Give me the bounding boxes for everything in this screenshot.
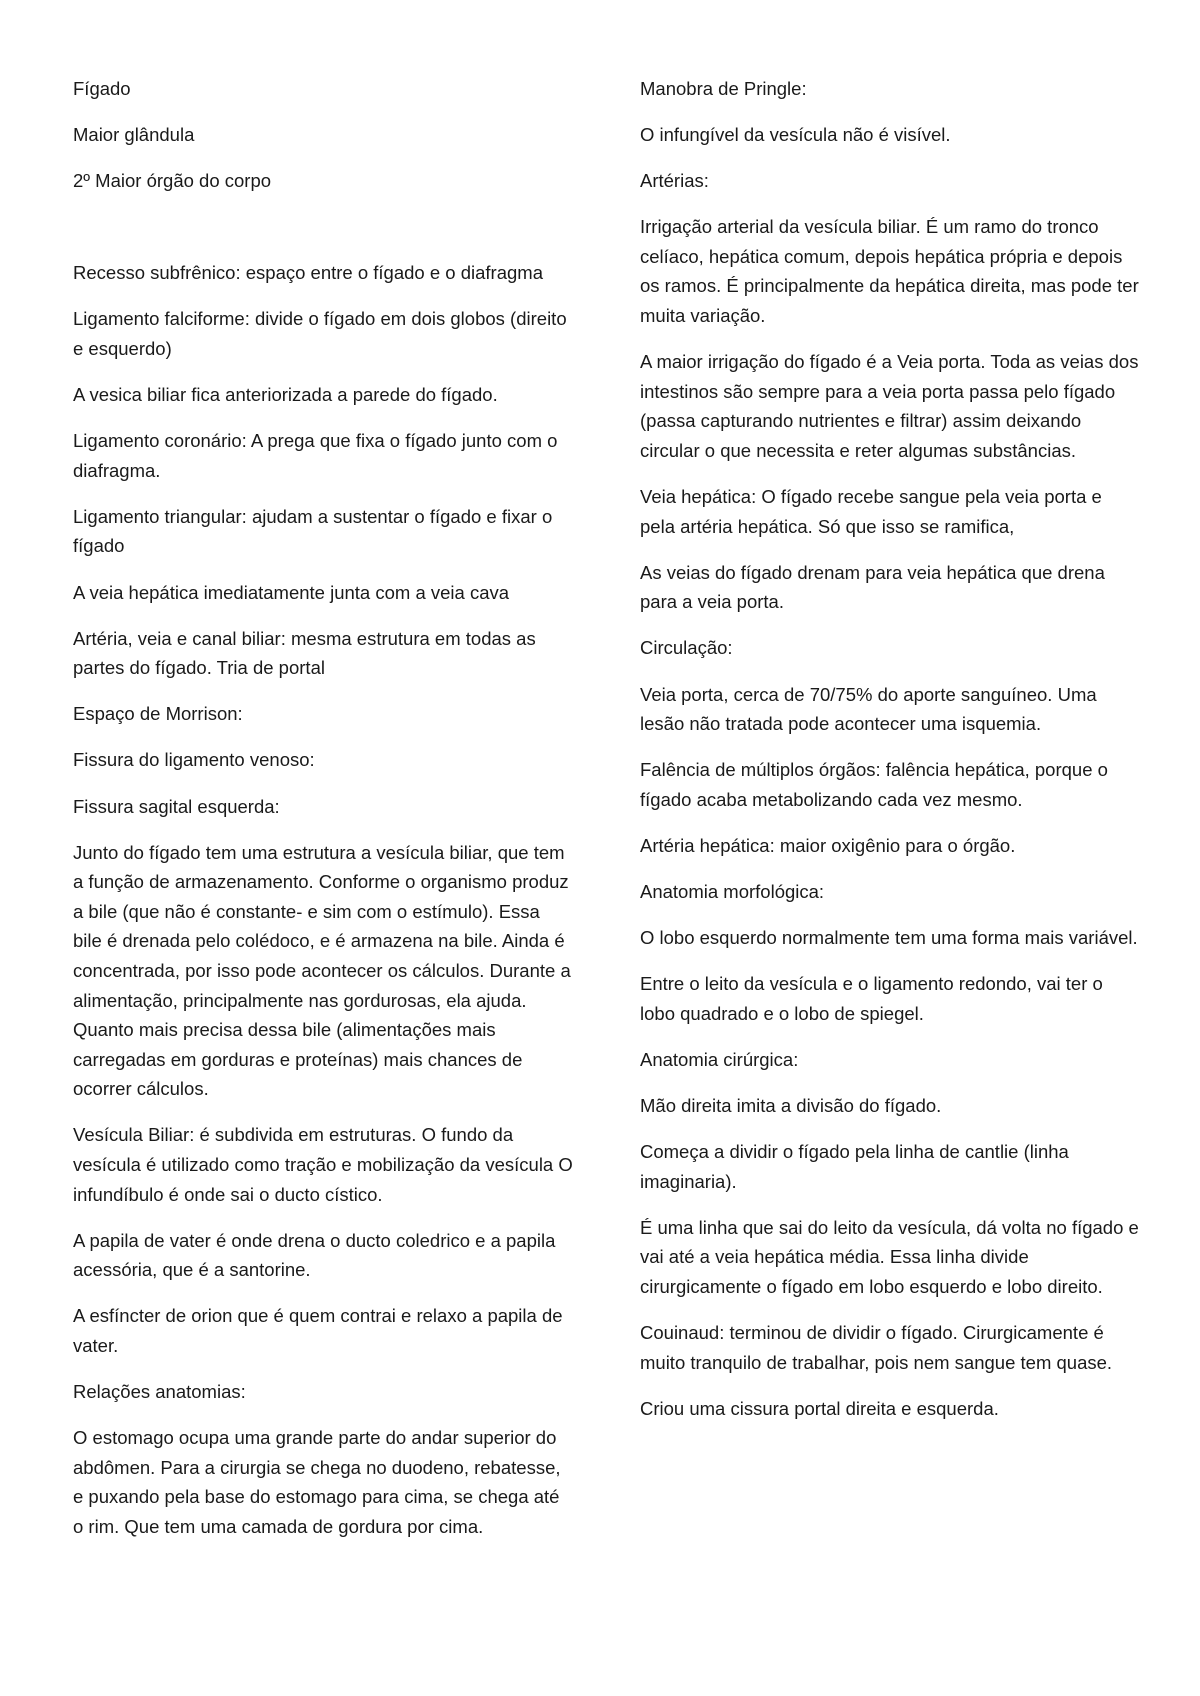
paragraph: Anatomia morfológica:	[640, 880, 825, 902]
paragraph-title: Fígado	[73, 78, 131, 99]
paragraph: Artéria hepática: maior oxigênio para o órgão.	[640, 834, 1016, 856]
paragraph: Recesso subfrênico: espaço entre o fígado e o diafragma	[73, 262, 543, 284]
paragraph: Relações anatomias:	[73, 1381, 246, 1403]
paragraph: Veia porta, cerca de 70/75% do aporte sanguíneo. Uma lesão não tratada pode acontecer uma isquemia.	[640, 683, 1097, 735]
paragraph: Espaço de Morrison:	[73, 703, 243, 725]
paragraph: Couinaud: terminou de dividir o fígado. Cirurgicamente é muito tranquilo de trabalhar, pois nem sangue tem quase.	[640, 1322, 1113, 1373]
paragraph: Ligamento coronário: A prega que fixa o fígado junto com o diafragma.	[73, 430, 558, 481]
paragraph: Manobra de Pringle:	[640, 78, 807, 99]
empty-line	[73, 212, 573, 258]
paragraph: 2º Maior órgão do corpo	[73, 170, 272, 192]
left-column	[73, 74, 573, 1558]
paragraph: As veias do fígado drenam para veia hepática que drena para a veia porta.	[640, 561, 1105, 613]
paragraph: Vesícula Biliar: é subdivida em estruturas. O fundo da vesícula é utilizado como tração e mobilização da vesícula O infundíbulo é onde sai o ducto cístico.	[73, 1124, 573, 1205]
paragraph: Fissura sagital esquerda:	[73, 795, 280, 817]
paragraph: Anatomia cirúrgica:	[640, 1048, 799, 1070]
paragraph: Circulação:	[640, 637, 733, 659]
paragraph: Fissura do ligamento venoso:	[73, 749, 315, 771]
paragraph: Falência de múltiplos órgãos: falência hepática, porque o fígado acaba metabolizando cada vez mesmo.	[640, 759, 1108, 810]
paragraph: A papila de vater é onde drena o ducto coledrico e a papila acessória, que é a santorine.	[73, 1229, 556, 1281]
paragraph: O infungível da vesícula não é visível.	[640, 124, 951, 146]
paragraph: Ligamento triangular: ajudam a sustentar o fígado e fixar o fígado	[73, 505, 553, 557]
paragraph: A vesica biliar fica anteriorizada a parede do fígado.	[73, 384, 498, 406]
paragraph: Entre o leito da vesícula e o ligamento redondo, vai ter o lobo quadrado e o lobo de spiegel.	[640, 973, 1103, 1024]
paragraph: O lobo esquerdo normalmente tem uma forma mais variável.	[640, 927, 1138, 949]
paragraph: A veia hepática imediatamente junta com a veia cava	[73, 581, 510, 603]
paragraph: Artéria, veia e canal biliar: mesma estrutura em todas as partes do fígado. Tria de portal	[73, 627, 536, 679]
paragraph: A esfíncter de orion que é quem contrai e relaxo a papila de vater.	[73, 1305, 563, 1356]
right-column	[640, 74, 1140, 1440]
paragraph: Artérias:	[640, 170, 709, 192]
paragraph: Irrigação arterial da vesícula biliar. É um ramo do tronco celíaco, hepática comum, depois hepática própria e depois os ramos. É principalmente da hepática direita, mas pode ter muita variação.	[640, 216, 1139, 327]
paragraph: Maior glândula	[73, 124, 195, 146]
paragraph: Mão direita imita a divisão do fígado.	[640, 1094, 942, 1116]
paragraph: Veia hepática: O fígado recebe sangue pela veia porta e pela artéria hepática. Só que isso se ramifica,	[640, 486, 1102, 537]
paragraph: A maior irrigação do fígado é a Veia porta. Toda as veias dos intestinos são sempre para a veia porta passa pelo fígado (passa capturando nutrientes e filtrar) assim deixando circular o que necessita e reter algumas substâncias.	[640, 351, 1139, 461]
paragraph: Começa a dividir o fígado pela linha de cantlie (linha imaginaria).	[640, 1141, 1069, 1192]
paragraph: É uma linha que sai do leito da vesícula, dá volta no fígado e vai até a veia hepática média. Essa linha divide cirurgicamente o fígado em lobo esquerdo e lobo direito.	[640, 1216, 1139, 1297]
paragraph: O estomago ocupa uma grande parte do andar superior do abdômen. Para a cirurgia se chega no duodeno, rebatesse, e puxando pela base do estomago para cima, se chega até o rim. Que tem uma camada de gordura por cima.	[73, 1427, 561, 1537]
paragraph: Ligamento falciforme: divide o fígado em dois globos (direito e esquerdo)	[73, 308, 567, 359]
paragraph: Criou uma cissura portal direita e esquerda.	[640, 1397, 999, 1419]
paragraph: Junto do fígado tem uma estrutura a vesícula biliar, que tem a função de armazenamento. Conforme o organismo produz a bile (que não é constante- e sim com o estímulo). Essa bile é drenada pelo colédoco, e é armazena na bile. Ainda é concentrada, por isso pode acontecer os cálculos. Durante a alimentação, principalmente nas gordurosas, ela ajuda. Quanto mais precisa dessa bile (alimentações mais carregadas em gorduras e proteínas) mais chances de ocorrer cálculos.	[73, 841, 571, 1100]
